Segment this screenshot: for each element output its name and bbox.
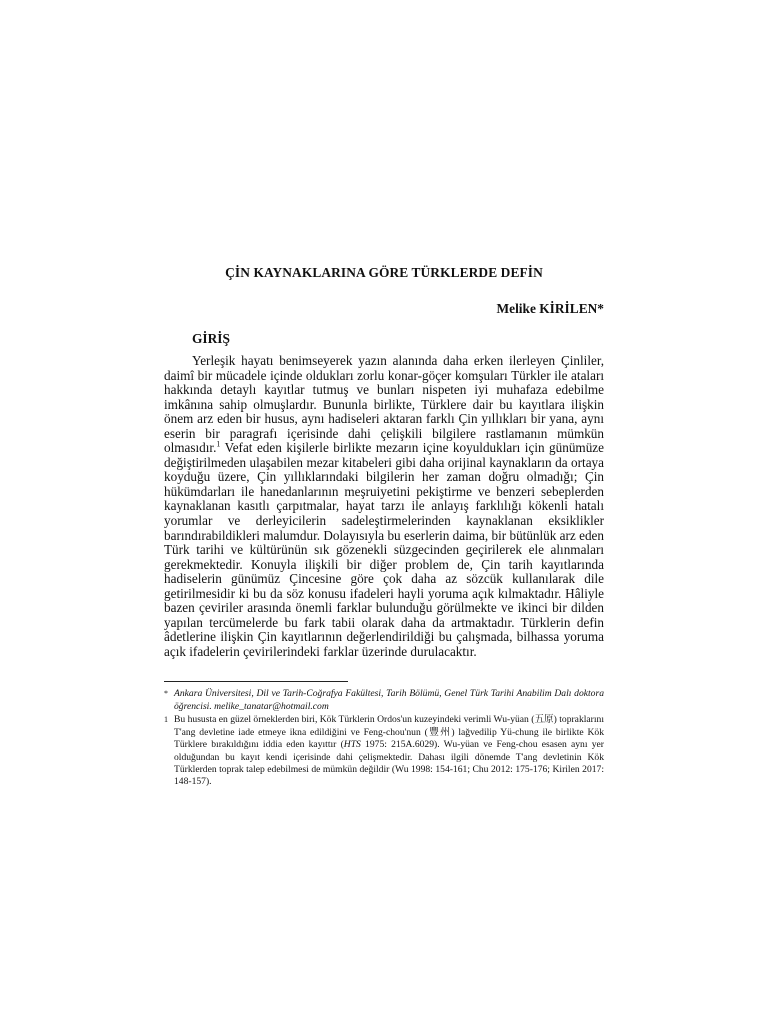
footnote-1 [164, 714, 604, 788]
section-heading-giris: GİRİŞ [192, 331, 230, 346]
footnote-1-text-part2: 1975: 215A.6029). Wu-yüan ve Feng-chou esasen aynı yer olduğundan bu kayıt kendi içerisinde dahi çelişmektedir. Dahası ilgili dönemde T'ang devletinin Kök Türklerden toprak talep edebilmesi de mümkün değildir (Wu 1998: 154-161; Chu 2012: 175-176; Kirilen 2017: 148-157). [174, 739, 604, 788]
author-name: Melike KİRİLEN* [496, 301, 604, 316]
document-page [164, 262, 604, 789]
footnote-1-mark: 1 [164, 715, 168, 725]
footnote-affiliation-text: Ankara Üniversitesi, Dil ve Tarih-Coğrafya Fakültesi, Tarih Bölümü, Genel Türk Tarihi Anabilim Dalı doktora öğrencisi. melike_tanatar@hotmail.com [174, 688, 604, 712]
footnote-divider [164, 681, 348, 682]
footnote-1-source-hts: HTS [343, 739, 361, 751]
footnote-affiliation-mark: * [164, 689, 168, 699]
footnote-1-text-part1: Bu hususta en güzel örneklerden biri, Kök Türklerin Ordos'un kuzeyindeki verimli Wu-yüan (五原) topraklarını T'ang devletine iade etmeye ikna edildiğini ve Feng-chou'nun (豐州) lağvedilip Yü-chung ile birlikte Kök Türklere bırakıldığını iddia eden kayıttır ( [174, 714, 604, 751]
intro-paragraph-part1: Yerleşik hayatı benimseyerek yazın alanında daha erken ilerleyen Çinliler, daimî bir mücadele içinde oldukları zorlu konar-göçer komşuları Türkler ile ataları hakkında detaylı kayıtlar tutmuş ve bunları nispeten iyi muhafaza edebilme imkânına sahip olmuşlardır. Bununla birlikte, Türklere dair bu kayıtlara ilişkin önem arz eden bir husus, aynı hadiseleri aktaran farklı Çin yıllıkları bir yana, aynı eserin bir paragrafı içerisinde dahi çelişkili bilgilere rastlamanın mümkün olmasıdır. [164, 353, 604, 456]
footnote-affiliation [164, 688, 604, 713]
footnote-reference-1[interactable]: 1 [216, 439, 221, 449]
article-title: ÇİN KAYNAKLARINA GÖRE TÜRKLERDE DEFİN [225, 265, 543, 280]
intro-paragraph-part2: Vefat eden kişilerle birlikte mezarın içine koyuldukları için günümüze değiştirilmeden ulaşabilen mezar kitabeleri gibi daha orijinal kaynakların da ortaya koyduğu üzere, Çin yıllıklarındaki bilgilerin her zaman doğru olmadığı; Çin hükümdarları ile hanedanlarının meşruiyetini pekiştirme ve benzeri sebeplerden kaynaklanan kasıtlı çarpıtmalar, hayat tarzı ile anlayış farklılığı kökenli hatalı yorumlar ve derleyicilerin sadeleştirmelerinden kaynaklanan eksiklikler barındırabildikleri malumdur. Dolayısıyla bu eserlerin daima, bir bütünlük arz eden Türk tarihi ve kültürünün sık gözenekli süzgecinden geçirilerek ele alınmaları gerekmektedir. Konuyla ilişkili bir diğer problem de, Çin tarih kayıtlarında hadiselerin günümüz Çincesine göre çok daha az sözcük kullanılarak dile getirilmesidir ki bu da söz konusu ifadeleri hayli yoruma açık kılmaktadır. Hâliyle bazen çeviriler arasında önemli farklar bulunduğu görülmekte ve ikinci bir dilden yapılan tercümelerde bu fark tabii olarak daha da artmaktadır. Türklerin defin âdetlerine ilişkin Çin kayıtlarının değerlendirildiği bu çalışmada, bilhassa yoruma açık ifadelerin çevirilerindeki farklar üzerinde durulacaktır. [164, 440, 604, 659]
intro-paragraph [164, 354, 604, 659]
